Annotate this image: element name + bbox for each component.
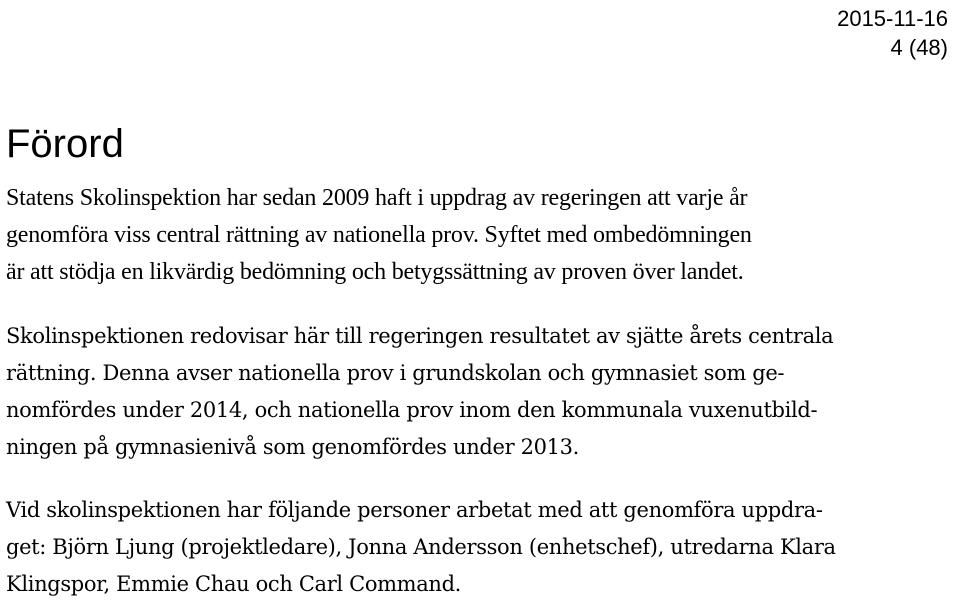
paragraph-1: Statens Skolinspektion har sedan 2009 haft i uppdrag av regeringen att varje år genomföra viss central rättning av nationella prov. Syftet med ombedömningen är att stödja en likvärdig bedömning och betygssättning av proven över landet. — [6, 185, 752, 285]
paragraph-2: Skolinspektionen redovisar här till regeringen resultatet av sjätte årets centrala rättning. Denna avser nationella prov i grundskolan och gymnasiet som ge- nomfördes under 2014, och nationella prov inom den kommunala vuxenutbild- ningen på gymnasienivå som genomfördes under 2013. — [6, 324, 834, 459]
page-number: 4 (48) — [890, 35, 948, 60]
page-title: Förord — [6, 122, 124, 166]
header-date: 2015-11-16 — [837, 6, 948, 31]
paragraph-3: Vid skolinspektionen har följande personer arbetat med att genomföra uppdra- get: Björn Ljung (projektledare), Jonna Andersson (enhetschef), utredarna Klara Klingspor, Emmie Chau och Carl Command. — [6, 498, 836, 596]
page-header — [837, 4, 948, 62]
